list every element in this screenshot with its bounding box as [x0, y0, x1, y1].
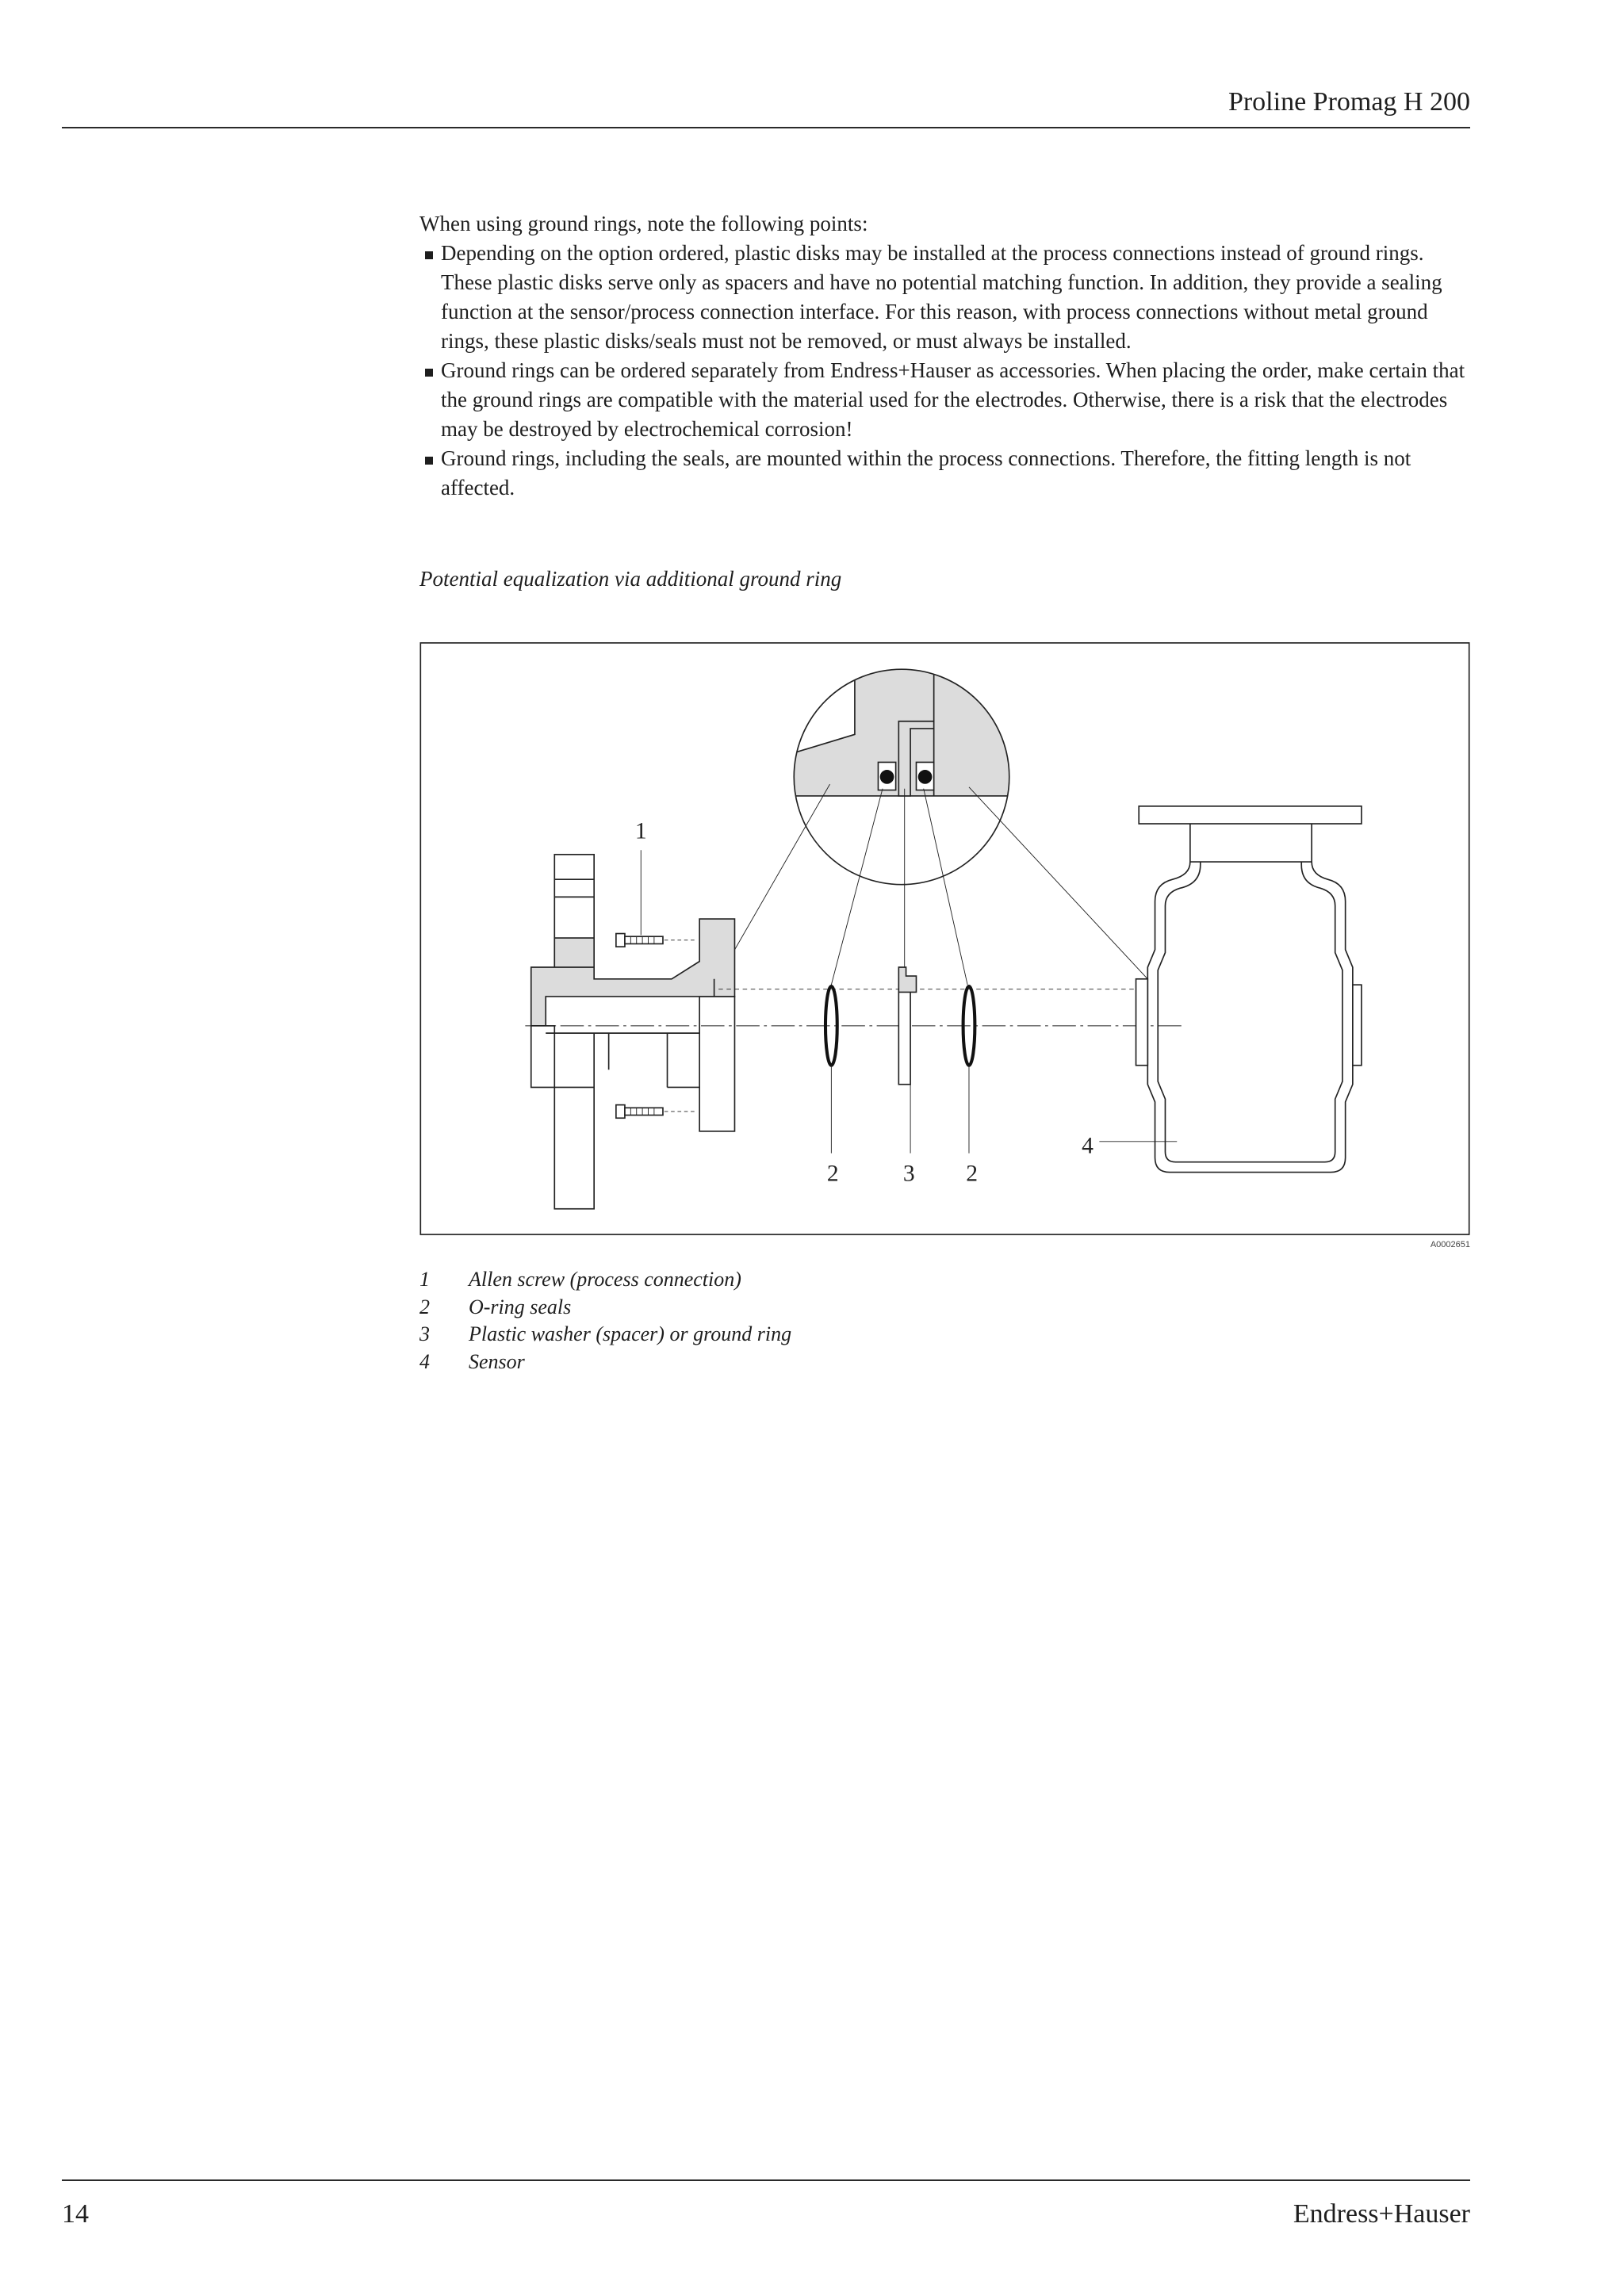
- footer-brand: Endress+Hauser: [1293, 2199, 1470, 2229]
- page-number: 14: [62, 2199, 89, 2229]
- legend-item: [419, 1321, 791, 1349]
- callout-3: 3: [902, 1161, 915, 1187]
- figure-diagram: [419, 642, 1470, 1235]
- legend-number: 1: [419, 1268, 430, 1291]
- legend-item: [419, 1349, 791, 1376]
- connection-flange: [699, 997, 734, 1131]
- bullet-list: [419, 239, 1470, 503]
- sensor-pad-right: [1353, 985, 1362, 1066]
- footer-rule: [62, 2179, 1470, 2181]
- allen-screw-lower: [616, 1105, 697, 1119]
- callout-2-right: 2: [966, 1161, 979, 1187]
- detail-view: [791, 667, 1014, 890]
- bullet-marker-icon: [425, 251, 433, 259]
- sensor-body-inner: [1158, 862, 1342, 1162]
- figure-legend: [419, 1266, 791, 1376]
- figure-caption: Potential equalization via additional ground ring: [419, 567, 842, 591]
- legend-item: [419, 1266, 791, 1294]
- bullet-marker-icon: [425, 369, 433, 377]
- bullet-item: [419, 239, 1470, 356]
- sensor-top-flange: [1139, 806, 1362, 824]
- bullet-item: [419, 356, 1470, 444]
- legend-text: Allen screw (process connection): [469, 1268, 741, 1291]
- flange-plate-lower: [554, 1087, 594, 1208]
- legend-text: O-ring seals: [469, 1295, 572, 1318]
- bullet-text: Ground rings can be ordered separately from Endress+Hauser as accessories. When placing the order, make certain that the ground rings are compatible with the material used for the electrodes. Otherwise, there is a risk that the electrodes may be destroyed by electrochemical corrosion!: [441, 358, 1465, 441]
- allen-screw-upper: [616, 934, 697, 947]
- sensor: [1136, 806, 1362, 1173]
- process-connection: [531, 855, 735, 1209]
- bullet-text: Depending on the option ordered, plastic disks may be installed at the process connections instead of ground rings. These plastic disks serve only as spacers and have no potential matching function. In addition, they provide a sealing function at the sensor/process connection interface. For this reason, with process connections without metal ground rings, these plastic disks/seals must not be removed, or must always be installed.: [441, 241, 1442, 353]
- legend-item: [419, 1294, 791, 1322]
- bullet-text: Ground rings, including the seals, are mounted within the process connections. Therefore, the fitting length is not affected.: [441, 446, 1411, 499]
- legend-number: 2: [419, 1295, 430, 1318]
- legend-number: 4: [419, 1349, 430, 1373]
- header-title: Proline Promag H 200: [1228, 87, 1470, 117]
- header-rule: [62, 127, 1470, 128]
- callout-2-left: 2: [826, 1161, 839, 1187]
- intro-paragraph: When using ground rings, note the following points:: [419, 212, 868, 235]
- legend-text: Plastic washer (spacer) or ground ring: [469, 1322, 792, 1345]
- detail-o-ring-right: [918, 770, 933, 784]
- callout-1: 1: [634, 818, 647, 844]
- legend-text: Sensor: [469, 1349, 525, 1373]
- legend-number: 3: [419, 1322, 430, 1345]
- bullet-item: [419, 444, 1470, 503]
- detail-o-ring-left: [880, 770, 894, 784]
- bullet-marker-icon: [425, 457, 433, 465]
- callout-4: 4: [1082, 1133, 1094, 1159]
- sensor-pad-left: [1136, 979, 1148, 1066]
- body-text: [419, 209, 1470, 503]
- sensor-body-outer: [1147, 824, 1353, 1173]
- figure-id: A0002651: [1430, 1240, 1470, 1249]
